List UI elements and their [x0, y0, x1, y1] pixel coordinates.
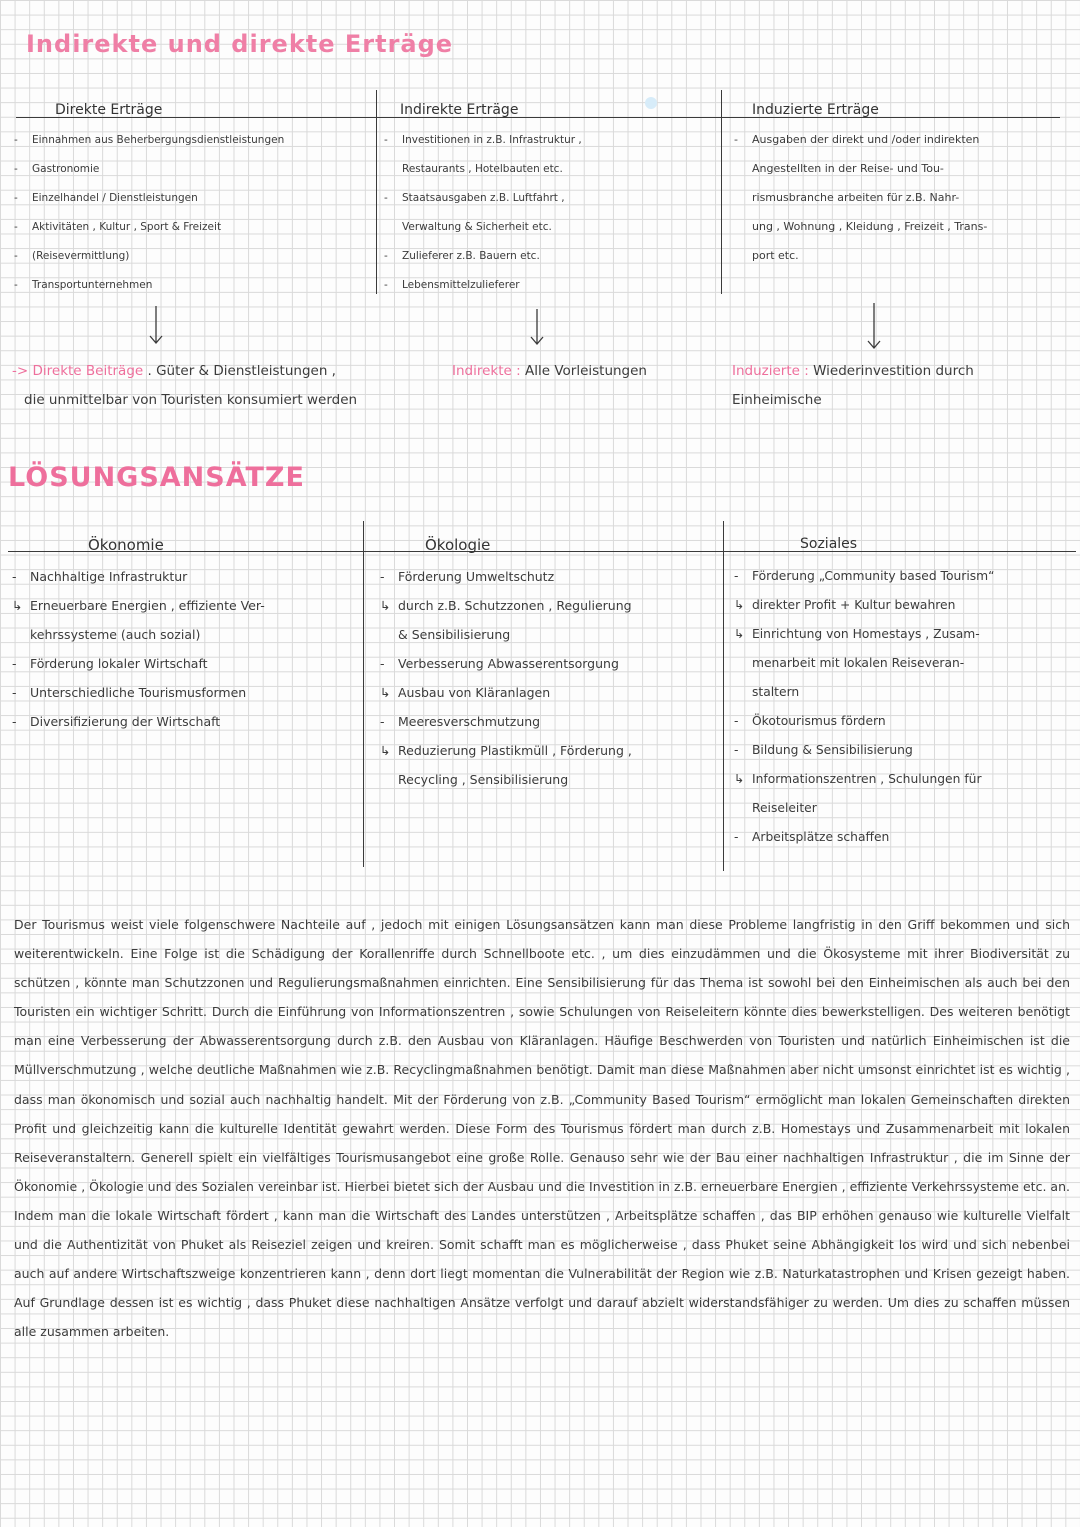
list-item	[734, 126, 1074, 155]
bullet	[384, 155, 402, 184]
list-item	[384, 155, 716, 184]
list-item	[12, 707, 360, 736]
list-item	[14, 271, 369, 300]
bullet	[380, 765, 398, 794]
bullet	[734, 649, 752, 678]
list-item	[12, 649, 360, 678]
list-item	[14, 184, 369, 213]
item-text: menarbeit mit lokalen Reiseveran-	[752, 656, 965, 670]
item-text: Investitionen in z.B. Infrastruktur ,	[402, 134, 582, 146]
bullet: ↳	[734, 598, 745, 612]
list-item	[734, 649, 1074, 678]
bullet	[734, 242, 752, 271]
bullet: -	[14, 249, 18, 262]
bullet	[12, 620, 30, 649]
list-item	[734, 155, 1074, 184]
arrow-down-icon	[867, 302, 881, 350]
section1-divider-2	[721, 90, 722, 294]
item-text: Förderung lokaler Wirtschaft	[30, 656, 208, 671]
col-oekonomie-list	[12, 562, 360, 736]
bullet: -	[12, 685, 17, 700]
bullet	[734, 155, 752, 184]
result-induced-label: Induzierte :	[732, 363, 809, 379]
bullet	[734, 794, 752, 823]
list-item	[384, 184, 716, 213]
list-item	[380, 765, 720, 794]
list-item	[12, 678, 360, 707]
col-direct-heading: Direkte Erträge	[55, 102, 163, 118]
list-item	[384, 126, 716, 155]
item-text: Informationszentren , Schulungen für	[752, 772, 982, 786]
result-induced	[732, 357, 974, 386]
list-item	[380, 649, 720, 678]
list-item	[384, 242, 716, 271]
item-text: Reduzierung Plastikmüll , Förderung ,	[398, 743, 632, 758]
col-direct-list	[14, 126, 369, 299]
item-text: Verbesserung Abwasserentsorgung	[398, 656, 619, 671]
bullet: -	[734, 714, 739, 728]
section2-header-line	[8, 551, 1076, 552]
item-text: Angestellten in der Reise- und Tou-	[752, 161, 944, 175]
col-induced-heading: Induzierte Erträge	[752, 102, 879, 118]
list-item	[380, 562, 720, 591]
bullet: -	[380, 714, 385, 729]
list-item	[734, 213, 1074, 242]
bullet: -	[14, 134, 18, 146]
result-arrow: ->	[12, 363, 29, 379]
result-induced-text: Wiederinvestition durch	[813, 363, 974, 379]
list-item	[734, 736, 1074, 765]
list-item	[384, 213, 716, 242]
essay-paragraph: Der Tourismus weist viele folgenschwere Nachteile auf , jedoch mit einigen Lösungsansätzen kann man diese Probleme langfristig in den Griff bekommen und sich weiterentwickeln. Eine Folge ist die Schädigung der Korallenriffe durch Schnellboote etc. , um dies einzudämmen und die Ökosysteme mit ihrer Biodiversität zu schützen , könnte man Schutzzonen und Regulierungsmaßnahmen einrichten. Eine Sensibilisierung für das Thema ist sowohl bei den Einheimischen als auch bei den Touristen ein wichtiger Schritt. Durch die Einführung von Informationszentren , sowie Schulungen von Reiseleitern könnte dies bewerkstelligen. Des weiteren benötigt man eine Verbesserung der Abwasserentsorgung durch z.B. den Ausbau von Kläranlagen. Häufige Beschwerden von Touristen und natürlich Einheimischen ist die Müllverschmutzung , welche deutliche Maßnahmen wie z.B. Recyclingmaßnahmen benötigt. Damit man diese Maßnahmen aber nicht umsonst einrichtet ist es wichtig , dass man ökonomisch und sozial auch nachhaltig handelt. Mit der Förderung von z.B. „Community Based Tourism“ ermöglicht man lokalen Gemeinschaften direkten Profit und gleichzeitig kann die kulturelle Identität gewahrt werden. Diese Form des Tourismus fördert man durch z.B. Homestays und Zusammenarbeit mit lokalen Reiseveranstaltern. Generell spielt ein vielfältiges Tourismusangebot eine große Rolle. Genauso sehr wie der Bau einer nachhaltigen Infrastruktur , die im Sinne der Ökonomie , Ökologie und des Sozialen vereinbar ist. Hierbei bietet sich der Ausbau und die Investition in z.B. erneuerbare Energien , effiziente Verkehrssysteme etc. an. Indem man die lokale Wirtschaft fördert , kann man die Wirtschaft des Landes unterstützen , Arbeitsplätze schaffen , das BIP erhöhen genauso wie kulturelle Vielfalt und die Authentizität von Phuket als Reiseziel zeigen und kreiren. Somit schafft man es möglicherweise , dass Phuket seine Abhängigkeit los wird und sich nebenbei auch auf andere Wirtschaftszweige konzentrieren kann , denn dort liegt momentan die Vulnerabilität der Region wie z.B. Naturkatastrophen und Krisen gezeigt haben. Auf Grundlage dessen ist es wichtig , dass Phuket diese nachhaltigen Ansätze verfolgt und darauf abzielt widerstandsfähiger zu werden. Um dies zu schaffen müssen alle zusammen arbeiten.	[14, 917, 1070, 1340]
list-item	[380, 678, 720, 707]
item-text: Lebensmittelzulieferer	[402, 278, 520, 291]
list-item	[734, 620, 1074, 649]
item-text: Arbeitsplätze schaffen	[752, 830, 890, 844]
section2-divider-2	[723, 521, 724, 871]
list-item	[384, 271, 716, 300]
item-text: Restaurants , Hotelbauten etc.	[402, 162, 563, 175]
col-oekologie-list	[380, 562, 720, 794]
list-item	[734, 765, 1074, 794]
item-text: staltern	[752, 685, 800, 699]
item-text: Recycling , Sensibilisierung	[398, 772, 569, 787]
item-text: Meeresverschmutzung	[398, 714, 541, 729]
bullet: -	[734, 743, 739, 757]
list-item	[380, 620, 720, 649]
item-text: Förderung Umweltschutz	[398, 569, 555, 584]
col-induced-list	[734, 126, 1074, 271]
result-direct-text: . Güter & Dienstleistungen ,	[147, 363, 336, 379]
bullet	[384, 213, 402, 242]
list-item	[14, 242, 369, 271]
result-induced-line2: Einheimische	[732, 392, 822, 408]
decorative-dot	[645, 97, 657, 109]
arrow-down-icon	[530, 308, 544, 348]
col-oekologie-heading: Ökologie	[425, 536, 491, 554]
list-item	[734, 794, 1074, 823]
bullet	[734, 184, 752, 213]
result-indirect	[452, 357, 647, 386]
list-item	[12, 591, 360, 620]
item-text: Einrichtung von Homestays , Zusam-	[752, 627, 980, 641]
result-direct-line2: die unmittelbar von Touristen konsumiert werden	[24, 392, 358, 408]
item-text: direkter Profit + Kultur bewahren	[752, 598, 956, 612]
bullet: -	[14, 278, 18, 291]
bullet: -	[380, 569, 385, 584]
section2-title: LÖSUNGSANSÄTZE	[8, 462, 305, 493]
col-indirect-heading: Indirekte Erträge	[400, 102, 519, 118]
item-text: Erneuerbare Energien , effiziente Ver-	[30, 598, 265, 613]
item-text: ung , Wohnung , Kleidung , Freizeit , Trans-	[752, 219, 988, 233]
bullet: ↳	[380, 685, 391, 700]
item-text: port etc.	[752, 248, 799, 262]
bullet: ↳	[12, 598, 23, 613]
item-text: durch z.B. Schutzzonen , Regulierung	[398, 598, 632, 613]
list-item	[380, 736, 720, 765]
bullet: ↳	[380, 598, 391, 613]
bullet: -	[12, 656, 17, 671]
bullet: -	[14, 220, 18, 233]
item-text: Reiseleiter	[752, 801, 817, 815]
item-text: Transportunternehmen	[32, 278, 153, 291]
list-item	[734, 562, 1074, 591]
item-text: rismusbranche arbeiten für z.B. Nahr-	[752, 190, 960, 204]
bullet: -	[14, 162, 18, 175]
bullet: -	[14, 191, 18, 204]
bullet	[734, 678, 752, 707]
bullet: -	[384, 278, 388, 291]
item-text: Staatsausgaben z.B. Luftfahrt ,	[402, 191, 565, 204]
bullet: -	[734, 133, 738, 146]
list-item	[380, 707, 720, 736]
bullet: -	[12, 569, 17, 584]
section1-header-line	[16, 117, 1060, 118]
item-text: (Reisevermittlung)	[32, 249, 130, 262]
item-text: Gastronomie	[32, 162, 100, 175]
result-indirect-label: Indirekte :	[452, 363, 521, 379]
item-text: & Sensibilisierung	[398, 627, 511, 642]
result-indirect-text: Alle Vorleistungen	[524, 363, 647, 379]
item-text: Förderung „Community based Tourism“	[752, 569, 995, 583]
bullet: -	[380, 656, 385, 671]
bullet: -	[734, 569, 739, 583]
col-soziales-list	[734, 562, 1074, 852]
item-text: Diversifizierung der Wirtschaft	[30, 714, 221, 729]
item-text: Verwaltung & Sicherheit etc.	[402, 220, 552, 233]
list-item	[734, 707, 1074, 736]
item-text: Zulieferer z.B. Bauern etc.	[402, 249, 540, 262]
section1-title: Indirekte und direkte Erträge	[26, 30, 454, 58]
item-text: Einnahmen aus Beherbergungsdienstleistungen	[32, 134, 285, 146]
arrow-down-icon	[149, 305, 163, 345]
bullet	[734, 213, 752, 242]
col-indirect-list	[384, 126, 716, 299]
item-text: Unterschiedliche Tourismusformen	[30, 685, 247, 700]
item-text: Einzelhandel / Dienstleistungen	[32, 191, 198, 204]
list-item	[14, 155, 369, 184]
list-item	[734, 242, 1074, 271]
list-item	[14, 213, 369, 242]
list-item	[12, 620, 360, 649]
item-text: Ausgaben der direkt und /oder indirekten	[752, 133, 980, 146]
list-item	[734, 678, 1074, 707]
bullet: -	[384, 191, 388, 204]
result-direct	[12, 357, 336, 386]
list-item	[380, 591, 720, 620]
col-soziales-heading: Soziales	[800, 536, 858, 552]
list-item	[734, 591, 1074, 620]
section1-divider-1	[376, 90, 377, 294]
list-item	[734, 823, 1074, 852]
bullet: ↳	[734, 627, 745, 641]
item-text: Ökotourismus fördern	[752, 714, 886, 728]
bullet: -	[384, 249, 388, 262]
bullet: -	[12, 714, 17, 729]
bullet: ↳	[734, 772, 745, 786]
bullet: -	[734, 830, 739, 844]
col-oekonomie-heading: Ökonomie	[88, 536, 164, 554]
item-text: Bildung & Sensibilisierung	[752, 743, 913, 757]
item-text: Ausbau von Kläranlagen	[398, 685, 551, 700]
bullet	[380, 620, 398, 649]
item-text: kehrssysteme (auch sozial)	[30, 627, 201, 642]
list-item	[12, 562, 360, 591]
list-item	[734, 184, 1074, 213]
bullet: ↳	[380, 743, 391, 758]
bullet: -	[384, 134, 388, 146]
list-item	[14, 126, 369, 155]
item-text: Aktivitäten , Kultur , Sport & Freizeit	[32, 220, 222, 233]
result-direct-label: Direkte Beiträge	[32, 363, 144, 379]
item-text: Nachhaltige Infrastruktur	[30, 569, 188, 584]
section2-divider-1	[363, 521, 364, 867]
